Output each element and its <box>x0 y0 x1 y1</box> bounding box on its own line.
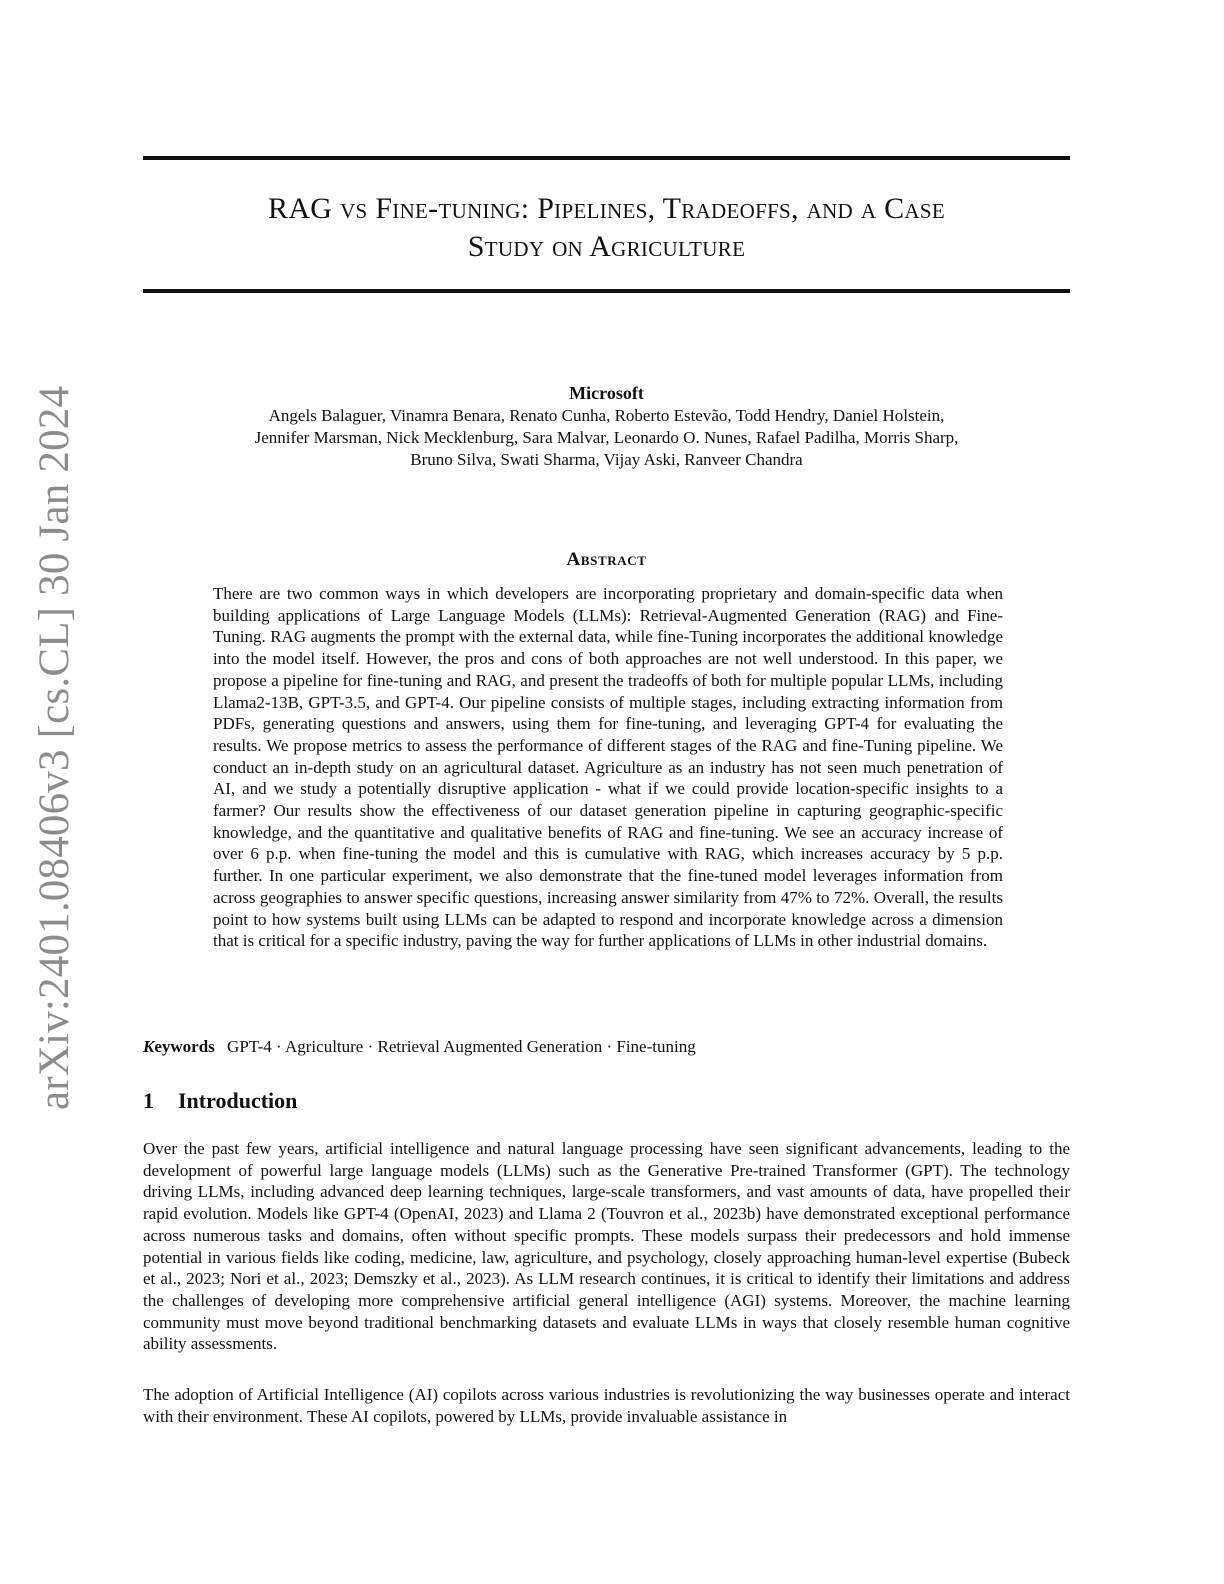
keywords-line <box>143 1037 1070 1057</box>
abstract-text: There are two common ways in which developers are incorporating proprietary and domain-specific data when building applications of Large Language Models (LLMs): Retrieval-Augmented Generation (RAG) and Fine-Tuning. RAG augments the prompt with the external data, while fine-Tuning incorporates the additional knowledge into the model itself. However, the pros and cons of both approaches are not well understood. In this paper, we propose a pipeline for fine-tuning and RAG, and present the tradeoffs of both for multiple popular LLMs, including Llama2-13B, GPT-3.5, and GPT-4. Our pipeline consists of multiple stages, including extracting information from PDFs, generating questions and answers, using them for fine-tuning, and leveraging GPT-4 for evaluating the results. We propose metrics to assess the performance of different stages of the RAG and fine-Tuning pipeline. We conduct an in-depth study on an agricultural dataset. Agriculture as an industry has not seen much penetration of AI, and we study a potentially disruptive application - what if we could provide location-specific insights to a farmer? Our results show the effectiveness of our dataset generation pipeline in capturing geographic-specific knowledge, and the quantitative and qualitative benefits of RAG and fine-tuning. We see an accuracy increase of over 6 p.p. when fine-tuning the model and this is cumulative with RAG, which increases accuracy by 5 p.p. further. In one particular experiment, we also demonstrate that the fine-tuned model leverages information from across geographies to answer specific questions, increasing answer similarity from 47% to 72%. Overall, the results point to how systems built using LLMs can be adapted to respond and incorporate knowledge across a dimension that is critical for a specific industry, paving the way for further applications of LLMs in other industrial domains. <box>213 584 1003 951</box>
affiliation: Microsoft <box>569 383 644 403</box>
section-title: Introduction <box>178 1088 298 1113</box>
section-number: 1 <box>143 1088 154 1113</box>
keywords-label: eywords <box>154 1037 215 1056</box>
paper-title <box>143 190 1070 266</box>
author-list <box>143 405 1070 471</box>
author-line: Angels Balaguer, Vinamra Benara, Renato Cunha, Roberto Estevão, Todd Hendry, Daniel Holstein, <box>268 406 945 425</box>
intro-paragraph: Over the past few years, artificial intelligence and natural language processing have seen significant advancements, leading to the development of powerful large language models (LLMs) such as the Generative Pre-trained Transformer (GPT). The technology driving LLMs, including advanced deep learning techniques, large-scale transformers, and vast amounts of data, have propelled their rapid evolution. Models like GPT-4 (OpenAI, 2023) and Llama 2 (Touvron et al., 2023b) have demonstrated exceptional performance across numerous tasks and domains, often without specific prompts. These models surpass their predecessors and hold immense potential in various fields like coding, medicine, law, agriculture, and psychology, closely approaching human-level expertise (Bubeck et al., 2023; Nori et al., 2023; Demszky et al., 2023). As LLM research continues, it is critical to identify their limitations and address the challenges of developing more comprehensive artificial general intelligence (AGI) systems. Moreover, the machine learning community must move beyond traditional benchmarking datasets and evaluate LLMs in ways that closely resemble human cognitive ability assessments. <box>143 1139 1070 1354</box>
keywords-label-initial: K <box>143 1037 155 1056</box>
keywords-list: GPT-4 · Agriculture · Retrieval Augmented Generation · Fine-tuning <box>227 1037 696 1056</box>
title-line-2: Study on Agriculture <box>467 230 746 263</box>
author-line: Bruno Silva, Swati Sharma, Vijay Aski, Ranveer Chandra <box>410 450 803 469</box>
title-top-rule <box>143 156 1070 160</box>
title-bottom-rule <box>143 289 1070 293</box>
author-line: Jennifer Marsman, Nick Mecklenburg, Sara Malvar, Leonardo O. Nunes, Rafael Padilha, Morris Sharp, <box>254 428 959 447</box>
arxiv-identifier: arXiv:2401.08406v3 [cs.CL] 30 Jan 2024 <box>31 385 78 1110</box>
abstract-heading: Abstract <box>566 549 647 570</box>
intro-paragraph: The adoption of Artificial Intelligence (AI) copilots across various industries is revolutionizing the way businesses operate and interact with their environment. These AI copilots, powered by LLMs, provide invaluable assistance in <box>143 1385 1070 1426</box>
title-line-1: RAG vs Fine-tuning: Pipelines, Tradeoffs, and a Case <box>268 192 945 225</box>
section-heading-introduction <box>143 1088 297 1114</box>
